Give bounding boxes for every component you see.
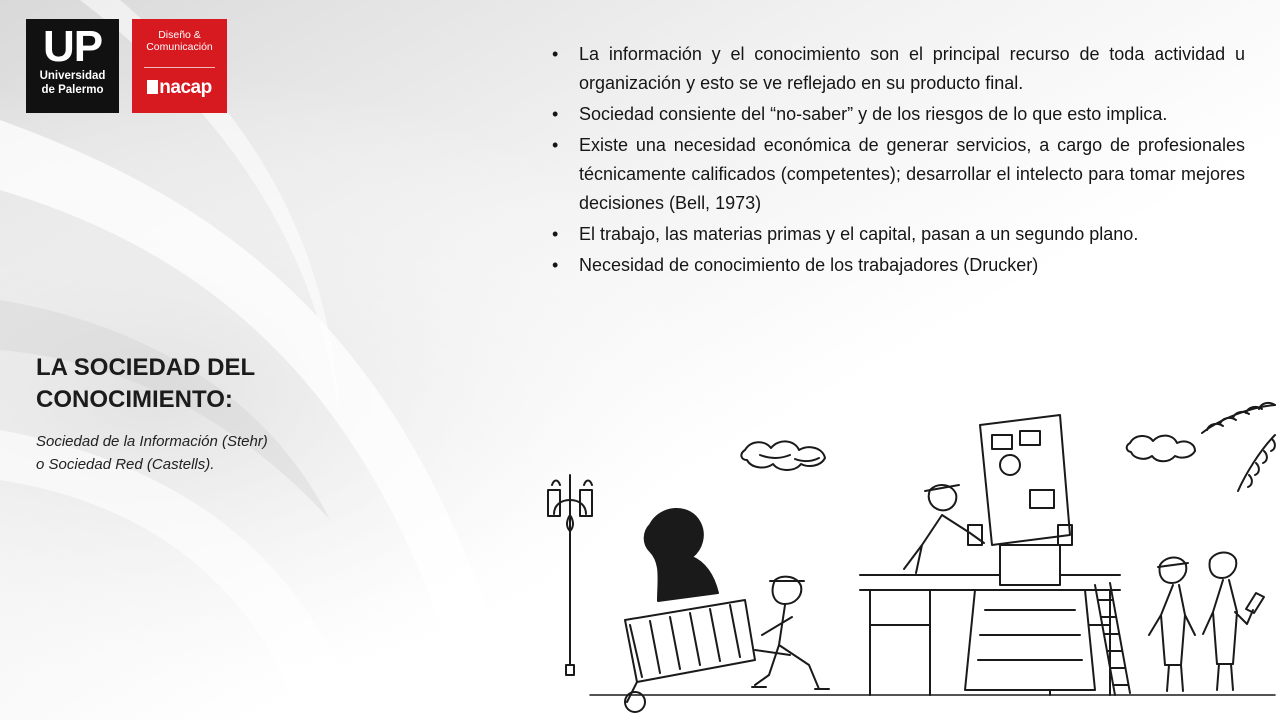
onlooker-man-icon [1149,558,1195,692]
bullet-item: • Necesidad de conocimiento de los trabajadores (Drucker) [550,251,1245,280]
cloud-icon [1127,436,1195,462]
slide-subtitle [36,430,356,476]
bullet-item: • La información y el conocimiento son el principal recurso de toda actividad u organización y esto se ve reflejado en su producto final. [550,40,1245,98]
inacap-logo-brand-text: nacap [159,77,212,98]
universidad-de-palermo-logo [26,19,119,113]
inacap-logo-divider [144,67,215,68]
inacap-logo-brand [132,77,227,99]
up-logo-initials: UP [42,22,103,71]
bullet-list [550,40,1245,282]
cartoon-knowledge-illustration [530,395,1280,715]
bullet-item: • Existe una necesidad económica de generar servicios, a cargo de profesionales técnicamente calificados (competentes); desarrollar el intelecto para tomar mejores decisiones (Bell, 1973) [550,131,1245,218]
onlooker-man-icon [1203,553,1264,691]
worker-pushing-icon [752,577,829,689]
inacap-logo [132,19,227,113]
palm-leaves-icon [1202,403,1275,491]
inacap-logo-line1: Diseño & [158,29,201,41]
bullet-item: • El trabajo, las materias primas y el capital, pasan a un segundo plano. [550,220,1245,249]
slide-subtitle-line2: o Sociedad Red (Castells). [36,456,215,473]
street-lamp-icon [548,475,592,675]
cloud-icon [741,441,825,470]
machine-icon [965,415,1095,690]
slide-subtitle-line1: Sociedad de la Información (Stehr) [36,433,268,450]
ladder-icon [1095,583,1130,695]
up-logo-line2: de Palermo [41,84,104,96]
inacap-mark-icon [147,80,158,94]
slide-title [36,352,356,416]
up-logo-line1: Universidad [39,70,106,82]
inacap-logo-line2: Comunicación [146,41,213,53]
slide-title-line2: CONOCIMIENTO: [36,386,233,413]
thinker-statue-icon [625,509,790,712]
worker-operating-icon [904,485,984,573]
slide-title-line1: LA SOCIEDAD DEL [36,354,256,381]
bullet-item: • Sociedad consiente del “no-saber” y de los riesgos de lo que esto implica. [550,100,1245,129]
